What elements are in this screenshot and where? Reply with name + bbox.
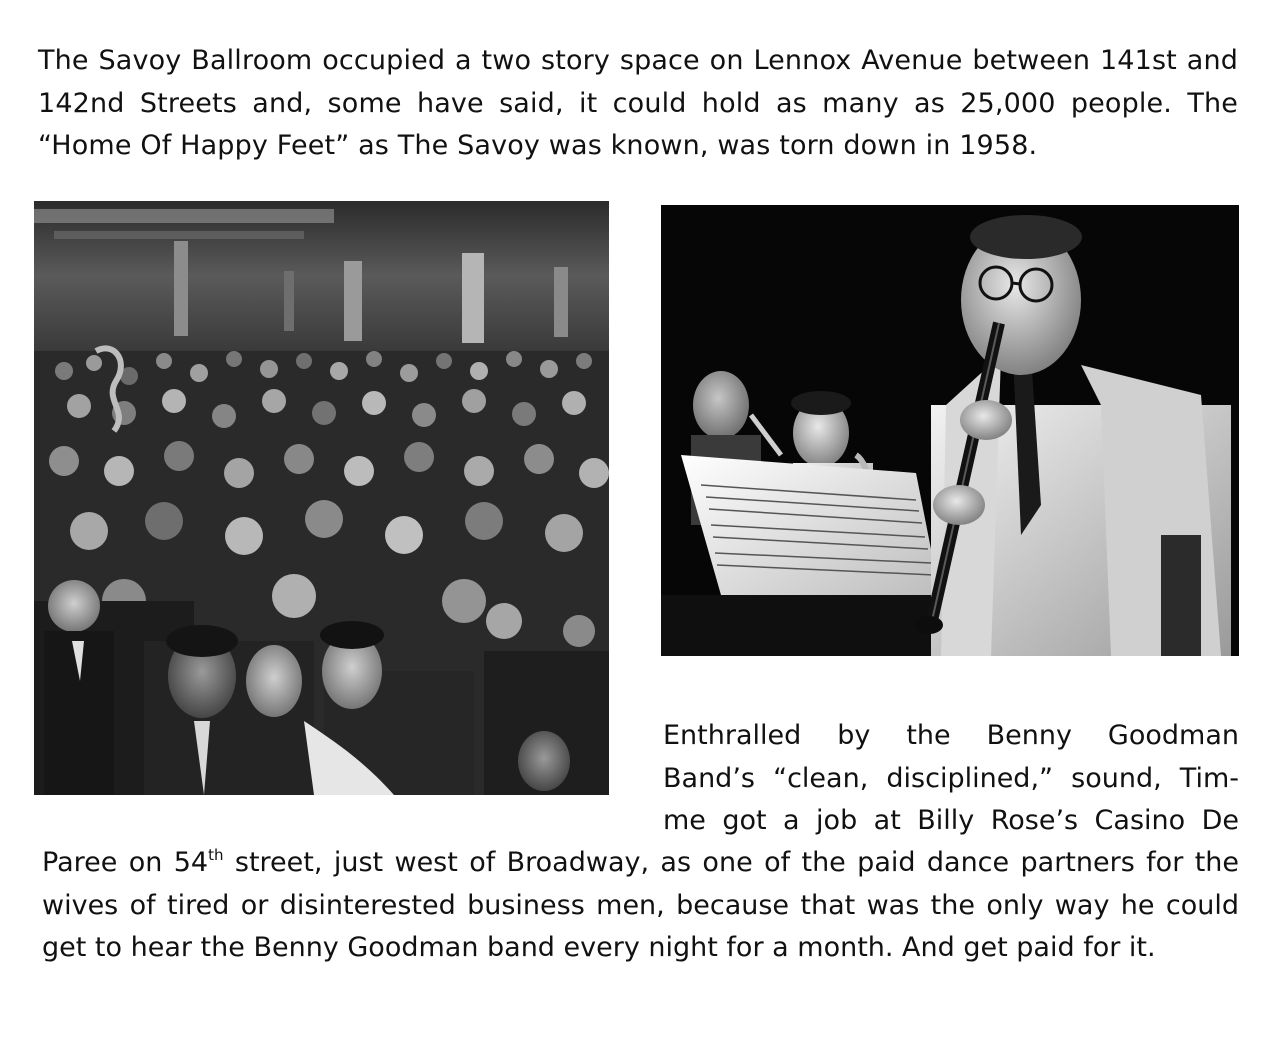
story-line-2: Band’s “clean, disciplined,” sound, Tim- (663, 762, 1239, 794)
savoy-ballroom-crowd-photo (34, 201, 609, 795)
story-continuation (42, 842, 1239, 970)
intro-paragraph: The Savoy Ballroom occupied a two story space on Lennox Avenue between 141st and 142nd Streets and, some have said, it could hold as many as 25,000 people. The “Home Of Happy Feet” as The Savoy was known, was torn down in 1958. (38, 45, 1238, 161)
story-line-3: me got a job at Billy Rose’s Casino De (663, 805, 1239, 836)
story-continuation-start: Paree on 54 (42, 847, 209, 878)
story-continuation-rest: street, just west of Broadway, as one of the paid dance partners for the wives of tired or disinterested business men, because that was the only way he could get to hear the Benny Goodman band every night for a month. And get paid for it. (42, 847, 1239, 963)
ordinal-superscript: th (208, 846, 224, 864)
benny-goodman-band-photo (661, 205, 1239, 656)
story-opening-lines (663, 715, 1239, 843)
story-line-1: Enthralled by the Benny Goodman (663, 720, 1239, 751)
